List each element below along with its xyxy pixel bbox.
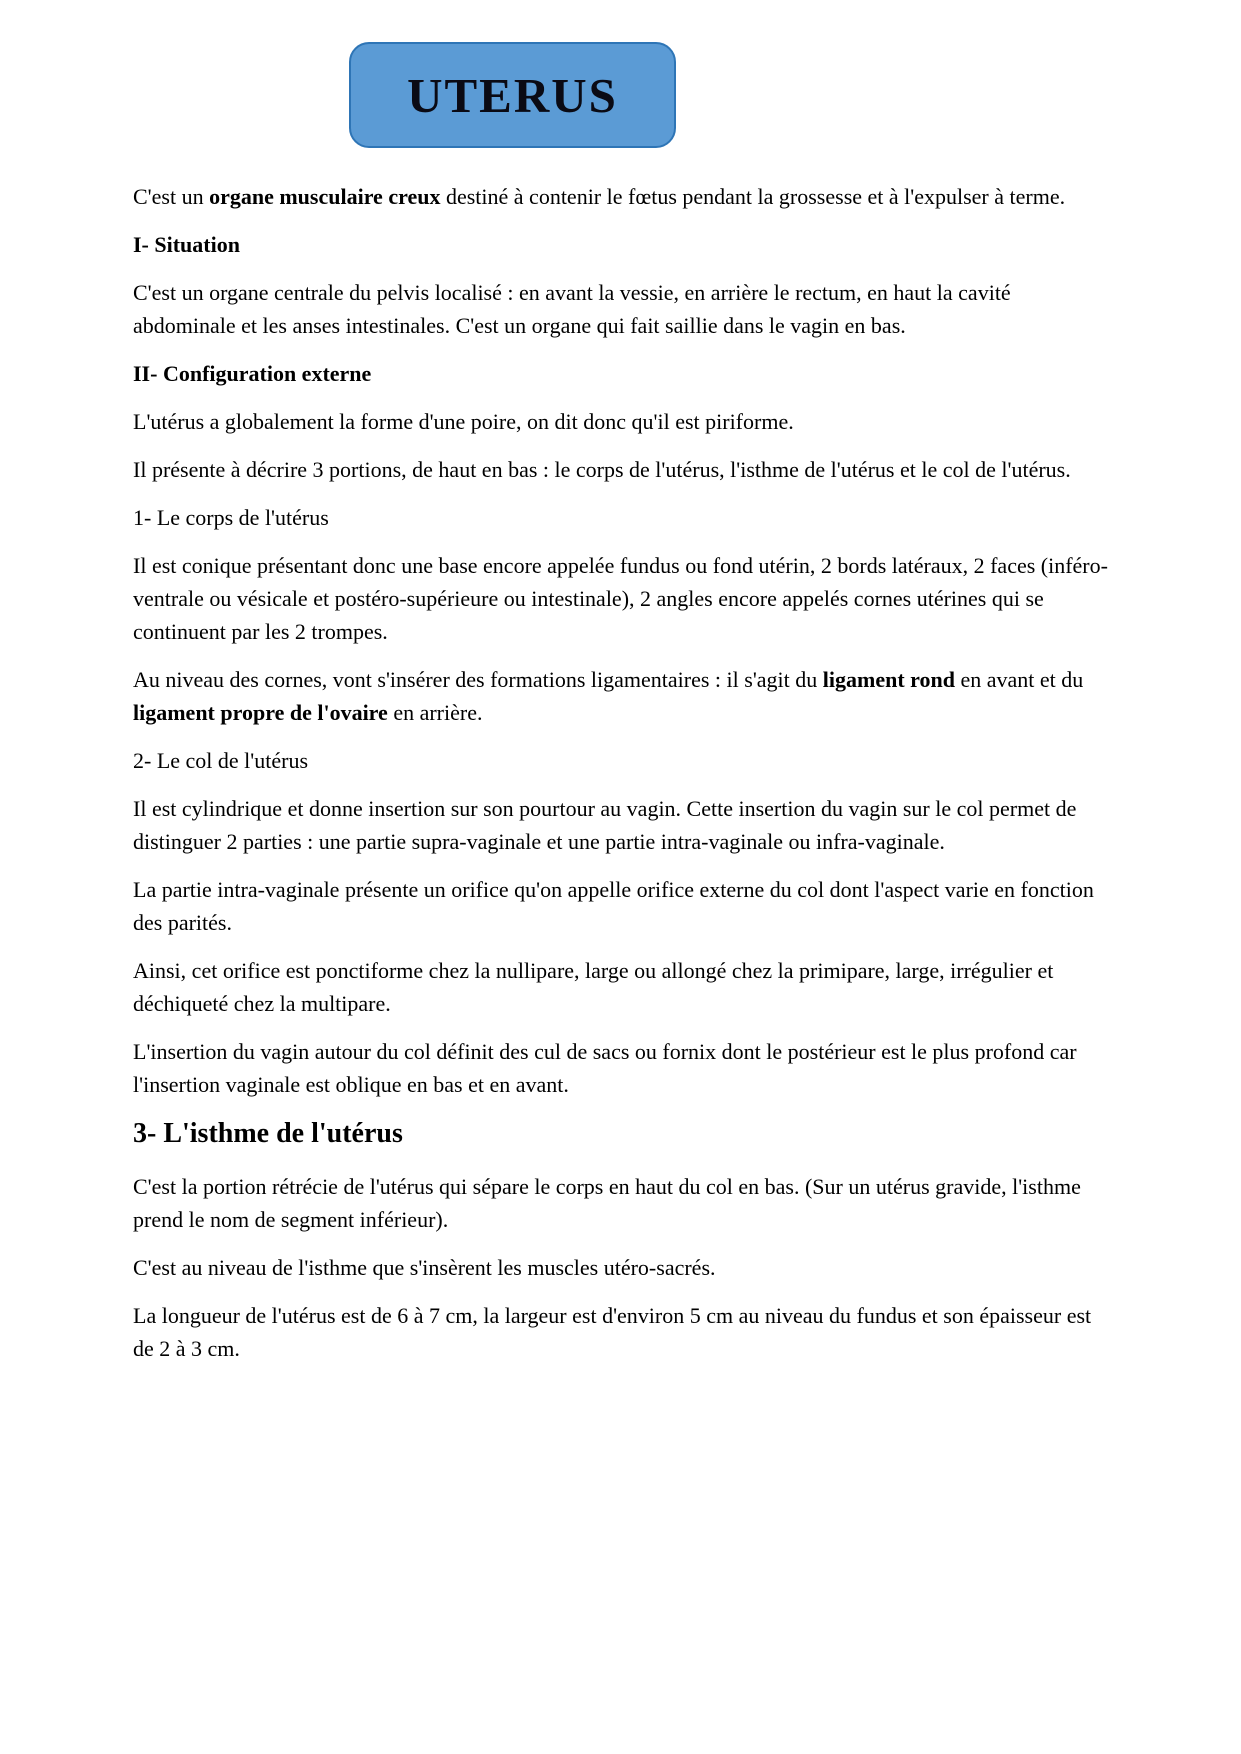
bold-text: ligament propre de l'ovaire (133, 700, 388, 725)
text-run: destiné à contenir le fœtus pendant la grossesse et à l'expulser à terme. (440, 184, 1066, 209)
text-run: Au niveau des cornes, vont s'insérer des formations ligamentaires : il s'agit du (133, 667, 823, 692)
paragraph-situation: C'est un organe centrale du pelvis localisé : en avant la vessie, en arrière le rectum, en haut la cavité abdominale et les anses intestinales. C'est un organe qui fait saillie dans le vagin en bas. (133, 280, 1011, 338)
text-run: C'est un (133, 184, 210, 209)
paragraph-portions: Il présente à décrire 3 portions, de haut en bas : le corps de l'utérus, l'isthme de l'utérus et le col de l'utérus. (133, 457, 1071, 482)
document-content (133, 180, 1111, 1380)
subheading-col-uterus: 2- Le col de l'utérus (133, 748, 309, 773)
paragraph-corps-description: Il est conique présentant donc une base encore appelée fundus ou fond utérin, 2 bords latéraux, 2 faces (inféro-ventrale ou vésicale et postéro-supérieure ou intestinale), 2 angles encore appelés cornes utérines qui se continuent par les 2 trompes. (133, 553, 1108, 644)
paragraph-fornix: L'insertion du vagin autour du col définit des cul de sacs ou fornix dont le postérieur est le plus profond car l'insertion vaginale est oblique en bas et en avant. (133, 1039, 1077, 1097)
paragraph-intro (133, 180, 1111, 213)
text-run: en avant et du (955, 667, 1084, 692)
subheading-corps-uterus: 1- Le corps de l'utérus (133, 505, 329, 530)
page-title: UTERUS (407, 67, 618, 123)
paragraph-muscles-utero-sacres: C'est au niveau de l'isthme que s'insèrent les muscles utéro-sacrés. (133, 1255, 716, 1280)
paragraph-col-description: Il est cylindrique et donne insertion sur son pourtour au vagin. Cette insertion du vagin sur le col permet de distinguer 2 parties : une partie supra-vaginale et une partie intra-vaginale ou infra-vaginale. (133, 796, 1077, 854)
bold-text: organe musculaire creux (209, 184, 441, 209)
heading-situation: I- Situation (133, 232, 240, 257)
heading-configuration-externe: II- Configuration externe (133, 361, 372, 386)
title-box (349, 42, 676, 148)
text-run: en arrière. (387, 700, 483, 725)
bold-text: ligament rond (822, 667, 955, 692)
paragraph-orifice: La partie intra-vaginale présente un orifice qu'on appelle orifice externe du col dont l'aspect varie en fonction des parités. (133, 877, 1094, 935)
paragraph-piriforme: L'utérus a globalement la forme d'une poire, on dit donc qu'il est piriforme. (133, 409, 794, 434)
paragraph-isthme-description: C'est la portion rétrécie de l'utérus qui sépare le corps en haut du col en bas. (Sur un utérus gravide, l'isthme prend le nom de segment inférieur). (133, 1174, 1081, 1232)
paragraph-orifice-formes: Ainsi, cet orifice est ponctiforme chez la nullipare, large ou allongé chez la primipare, large, irrégulier et déchiqueté chez la multipare. (133, 958, 1054, 1016)
paragraph-dimensions: La longueur de l'utérus est de 6 à 7 cm, la largeur est d'environ 5 cm au niveau du fundus et son épaisseur est de 2 à 3 cm. (133, 1303, 1092, 1361)
heading-isthme: 3- L'isthme de l'utérus (133, 1118, 403, 1149)
paragraph-ligaments (133, 663, 1111, 729)
